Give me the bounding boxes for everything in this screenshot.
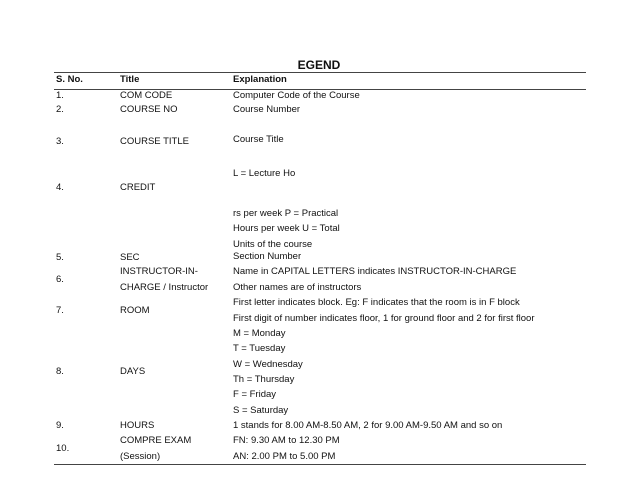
header-explanation: Explanation [233,74,287,85]
row-4-explanation-line-1: L = Lecture Ho [233,168,296,179]
row-8-explanation-line-4: Th = Thursday [233,374,295,385]
row-9-explanation: 1 stands for 8.00 AM-8.50 AM, 2 for 9.00 AM-9.50 AM and so on [233,420,503,431]
row-4-explanation-line-3: Hours per week U = Total [233,223,340,234]
row-8-explanation-line-5: F = Friday [233,389,277,400]
row-7-explanation-line-1: First letter indicates block. Eg: F indicates that the room is in F block [233,297,520,308]
row-8-explanation-line-1: M = Monday [233,328,286,339]
header-sno: S. No. [56,74,83,85]
row-4-title: CREDIT [120,182,156,193]
row-8-explanation-line-6: S = Saturday [233,405,289,416]
row-7-explanation-line-2: First digit of number indicates floor, 1 for ground floor and 2 for first floor [233,313,535,324]
row-1-sno: 1. [56,90,64,101]
row-10-explanation-line-1: FN: 9.30 AM to 12.30 PM [233,435,340,446]
row-4-explanation-line-4: Units of the course [233,239,313,250]
row-5-title: SEC [120,252,140,263]
table-bottom-rule [54,464,586,465]
row-4-explanation-line-2: rs per week P = Practical [233,208,339,219]
row-8-explanation-line-3: W = Wednesday [233,359,303,370]
row-8-explanation-line-2: T = Tuesday [233,343,286,354]
row-8-title: DAYS [120,366,146,377]
row-1-explanation: Computer Code of the Course [233,90,360,101]
row-9-sno: 9. [56,420,64,431]
row-10-title-line-2: (Session) [120,451,161,462]
row-10-sno: 10. [56,443,70,454]
row-10-title-line-1: COMPRE EXAM [120,435,192,446]
row-3-title: COURSE TITLE [120,136,189,147]
legend-title: EGEND [297,58,341,72]
row-5-sno: 5. [56,252,64,263]
row-10-explanation-line-2: AN: 2.00 PM to 5.00 PM [233,451,336,462]
row-9-title: HOURS [120,420,155,431]
row-2-sno: 2. [56,104,64,115]
header-title: Title [120,74,140,85]
row-8-sno: 8. [56,366,64,377]
row-3-explanation: Course Title [233,134,284,145]
row-2-title: COURSE NO [120,104,178,115]
row-6-title-line-2: CHARGE / Instructor [120,282,209,293]
row-5-explanation: Section Number [233,251,302,262]
row-1-title: COM CODE [120,90,173,101]
row-6-explanation-line-2: Other names are of instructors [233,282,362,293]
row-6-sno: 6. [56,274,64,285]
row-4-sno: 4. [56,182,64,193]
row-3-sno: 3. [56,136,64,147]
row-6-title-line-1: INSTRUCTOR-IN- [120,266,198,277]
row-7-sno: 7. [56,305,64,316]
row-7-title: ROOM [120,305,150,316]
row-2-explanation: Course Number [233,104,301,115]
row-6-explanation-line-1: Name in CAPITAL LETTERS indicates INSTRUCTOR-IN-CHARGE [233,266,517,277]
